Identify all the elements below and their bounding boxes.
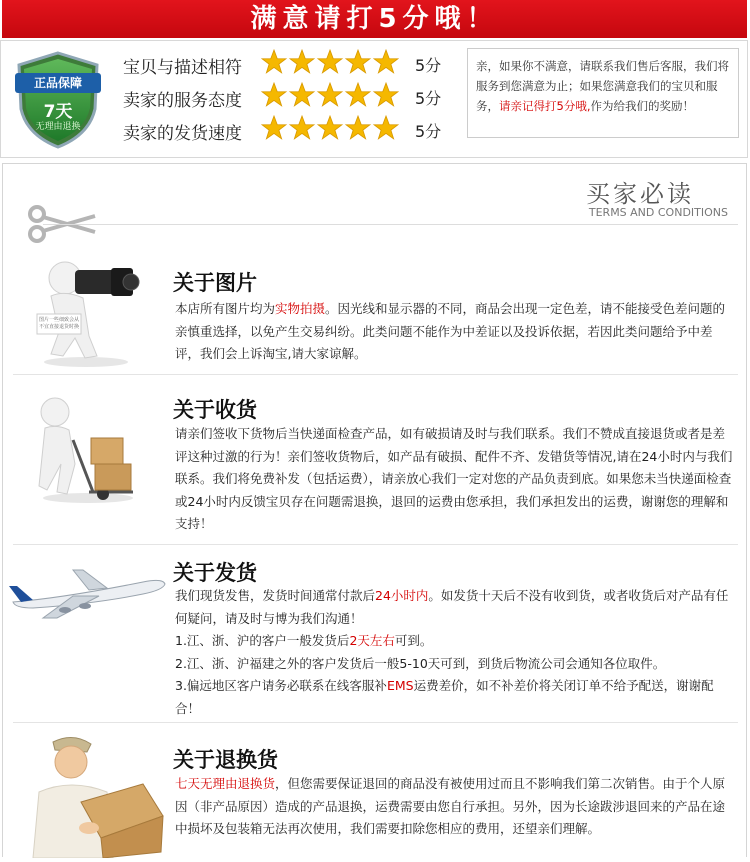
rating-row <box>123 113 453 146</box>
section-body-returns <box>175 773 735 841</box>
shipping-highlight: EMS <box>386 678 414 693</box>
shield-top-label: 正品保障 <box>33 76 82 90</box>
camera-caption: 图片一些细致会从 不宜直接退货时换 <box>39 317 80 330</box>
section-divider <box>13 374 738 375</box>
star-icon <box>289 49 315 75</box>
delivery-man-illustration <box>25 732 165 858</box>
shipping-paragraph: 2.江、浙、沪福建之外的客户发货后一般5-10天可到，到货后物流公司会通知各位取件。 <box>175 655 666 671</box>
shipping-paragraph <box>175 585 735 630</box>
note-highlight: 请亲记得打5分哦, <box>499 99 591 113</box>
star-icon <box>317 49 343 75</box>
section-title-shipping: 关于发货 <box>173 561 257 585</box>
section-body-pictures <box>175 298 735 366</box>
section-body-shipping <box>175 585 735 720</box>
rating-row <box>123 47 453 80</box>
star-rating <box>261 49 401 77</box>
star-icon <box>289 82 315 108</box>
airplane-illustration <box>3 562 168 622</box>
rating-label: 宝贝与描述相符 <box>123 58 242 78</box>
pictures-text-start: 本店所有图片均为 <box>175 301 276 316</box>
section-divider <box>13 544 738 545</box>
rating-row <box>123 80 453 113</box>
terms-panel <box>2 163 747 857</box>
shipping-text: 1.江、浙、沪的客户一般发货后 <box>175 633 350 648</box>
star-icon <box>345 115 371 141</box>
star-icon <box>317 115 343 141</box>
shield-days: 7天 <box>43 102 73 122</box>
star-icon <box>261 49 287 75</box>
star-icon <box>261 115 287 141</box>
returns-highlight: 七天无理由退换货 <box>175 776 276 791</box>
guarantee-shield-icon <box>15 51 101 149</box>
rating-score: 5分 <box>415 89 442 108</box>
rating-label: 卖家的发货速度 <box>123 124 242 144</box>
photographer-illustration <box>31 256 141 368</box>
shipping-highlight: 24小时内 <box>375 588 429 603</box>
section-title-receiving: 关于收货 <box>173 398 257 422</box>
star-rating <box>261 82 401 110</box>
section-title-returns: 关于退换货 <box>173 748 278 772</box>
top-banner: 满意请打5分哦！ <box>2 0 747 38</box>
rating-score: 5分 <box>415 56 442 75</box>
shipping-highlight: 2天左右 <box>349 633 395 648</box>
star-icon <box>373 115 399 141</box>
star-icon <box>345 49 371 75</box>
pictures-highlight: 实物拍摄 <box>275 301 326 316</box>
star-icon <box>289 115 315 141</box>
star-icon <box>261 82 287 108</box>
star-rating <box>261 115 401 143</box>
returns-text: ，但您需要保证退回的商品没有被使用过而且不影响我们第二次销售。由于个人原因（非产品原因）造成的产品退换，运费需要由您自行承担。另外，因为长途跋涉退回来的产品在途中损坏及包装箱无法再次使用，我们需要扣除您相应的费用，还望亲们理解。 <box>175 776 726 836</box>
feedback-note <box>467 48 739 138</box>
section-body-receiving: 请亲们签收下货物后当快递面检查产品，如有破损请及时与我们联系。我们不赞成直接退货或者是差评这种过激的行为！亲们签收货物后，如产品有破损、配件不齐、发错货等情况,请在24小时内与我们联系。我们将免费补发（包括运费），请亲放心我们一定对您的产品负责到底。如果您未当快递面检查或24小时内反馈宝贝存在问题需退换，退回的运费由您承担，我们承担发出的运费，谢谢您的理解和支持！ <box>175 426 733 531</box>
section-header-title: 买家必读 <box>586 180 694 208</box>
shield-bottom-label: 无理由退换 <box>35 122 81 132</box>
rating-panel <box>0 40 748 158</box>
shipping-text: 运费差价，如不补差价将关闭订单不给予配送，谢谢配合！ <box>175 678 714 716</box>
star-icon <box>373 49 399 75</box>
star-icon <box>317 82 343 108</box>
star-icon <box>345 82 371 108</box>
hand-truck-illustration <box>33 394 143 504</box>
shipping-paragraph <box>175 630 735 653</box>
section-divider <box>13 722 738 723</box>
section-header-subtitle: TERMS AND CONDITIONS <box>588 206 728 219</box>
section-title-pictures: 关于图片 <box>173 271 257 295</box>
shipping-text: 可到。 <box>394 633 433 648</box>
pictures-text-end: 。因光线和显示器的不同，商品会出现一定色差，请不能接受色差问题的亲慎重选择，以免产生交易纠纷。此类问题不能作为中差证以及投诉依据，若因此类问题给予中差评，我们会上诉淘宝,请大家谅解。 <box>175 301 726 361</box>
rating-score: 5分 <box>415 122 442 141</box>
shipping-text: 。如发货十天后不没有收到货，或者收货后对产品有任何疑问，请及时与博为我们沟通！ <box>175 588 729 626</box>
note-text-end: 作为给我们的奖励！ <box>590 99 694 113</box>
rating-list <box>123 47 453 146</box>
shipping-paragraph <box>175 675 735 720</box>
rating-label: 卖家的服务态度 <box>123 91 242 111</box>
header-divider <box>43 224 738 225</box>
star-icon <box>373 82 399 108</box>
shipping-text: 我们现货发售，发货时间通常付款后 <box>175 588 376 603</box>
shipping-text: 3.偏远地区客户请务必联系在线客服补 <box>175 678 387 693</box>
note-text: 亲，如果你不满意，请联系我们售后客服，我们将服务到您满意为止；如果您满意我们的宝贝和服务， <box>476 59 729 113</box>
